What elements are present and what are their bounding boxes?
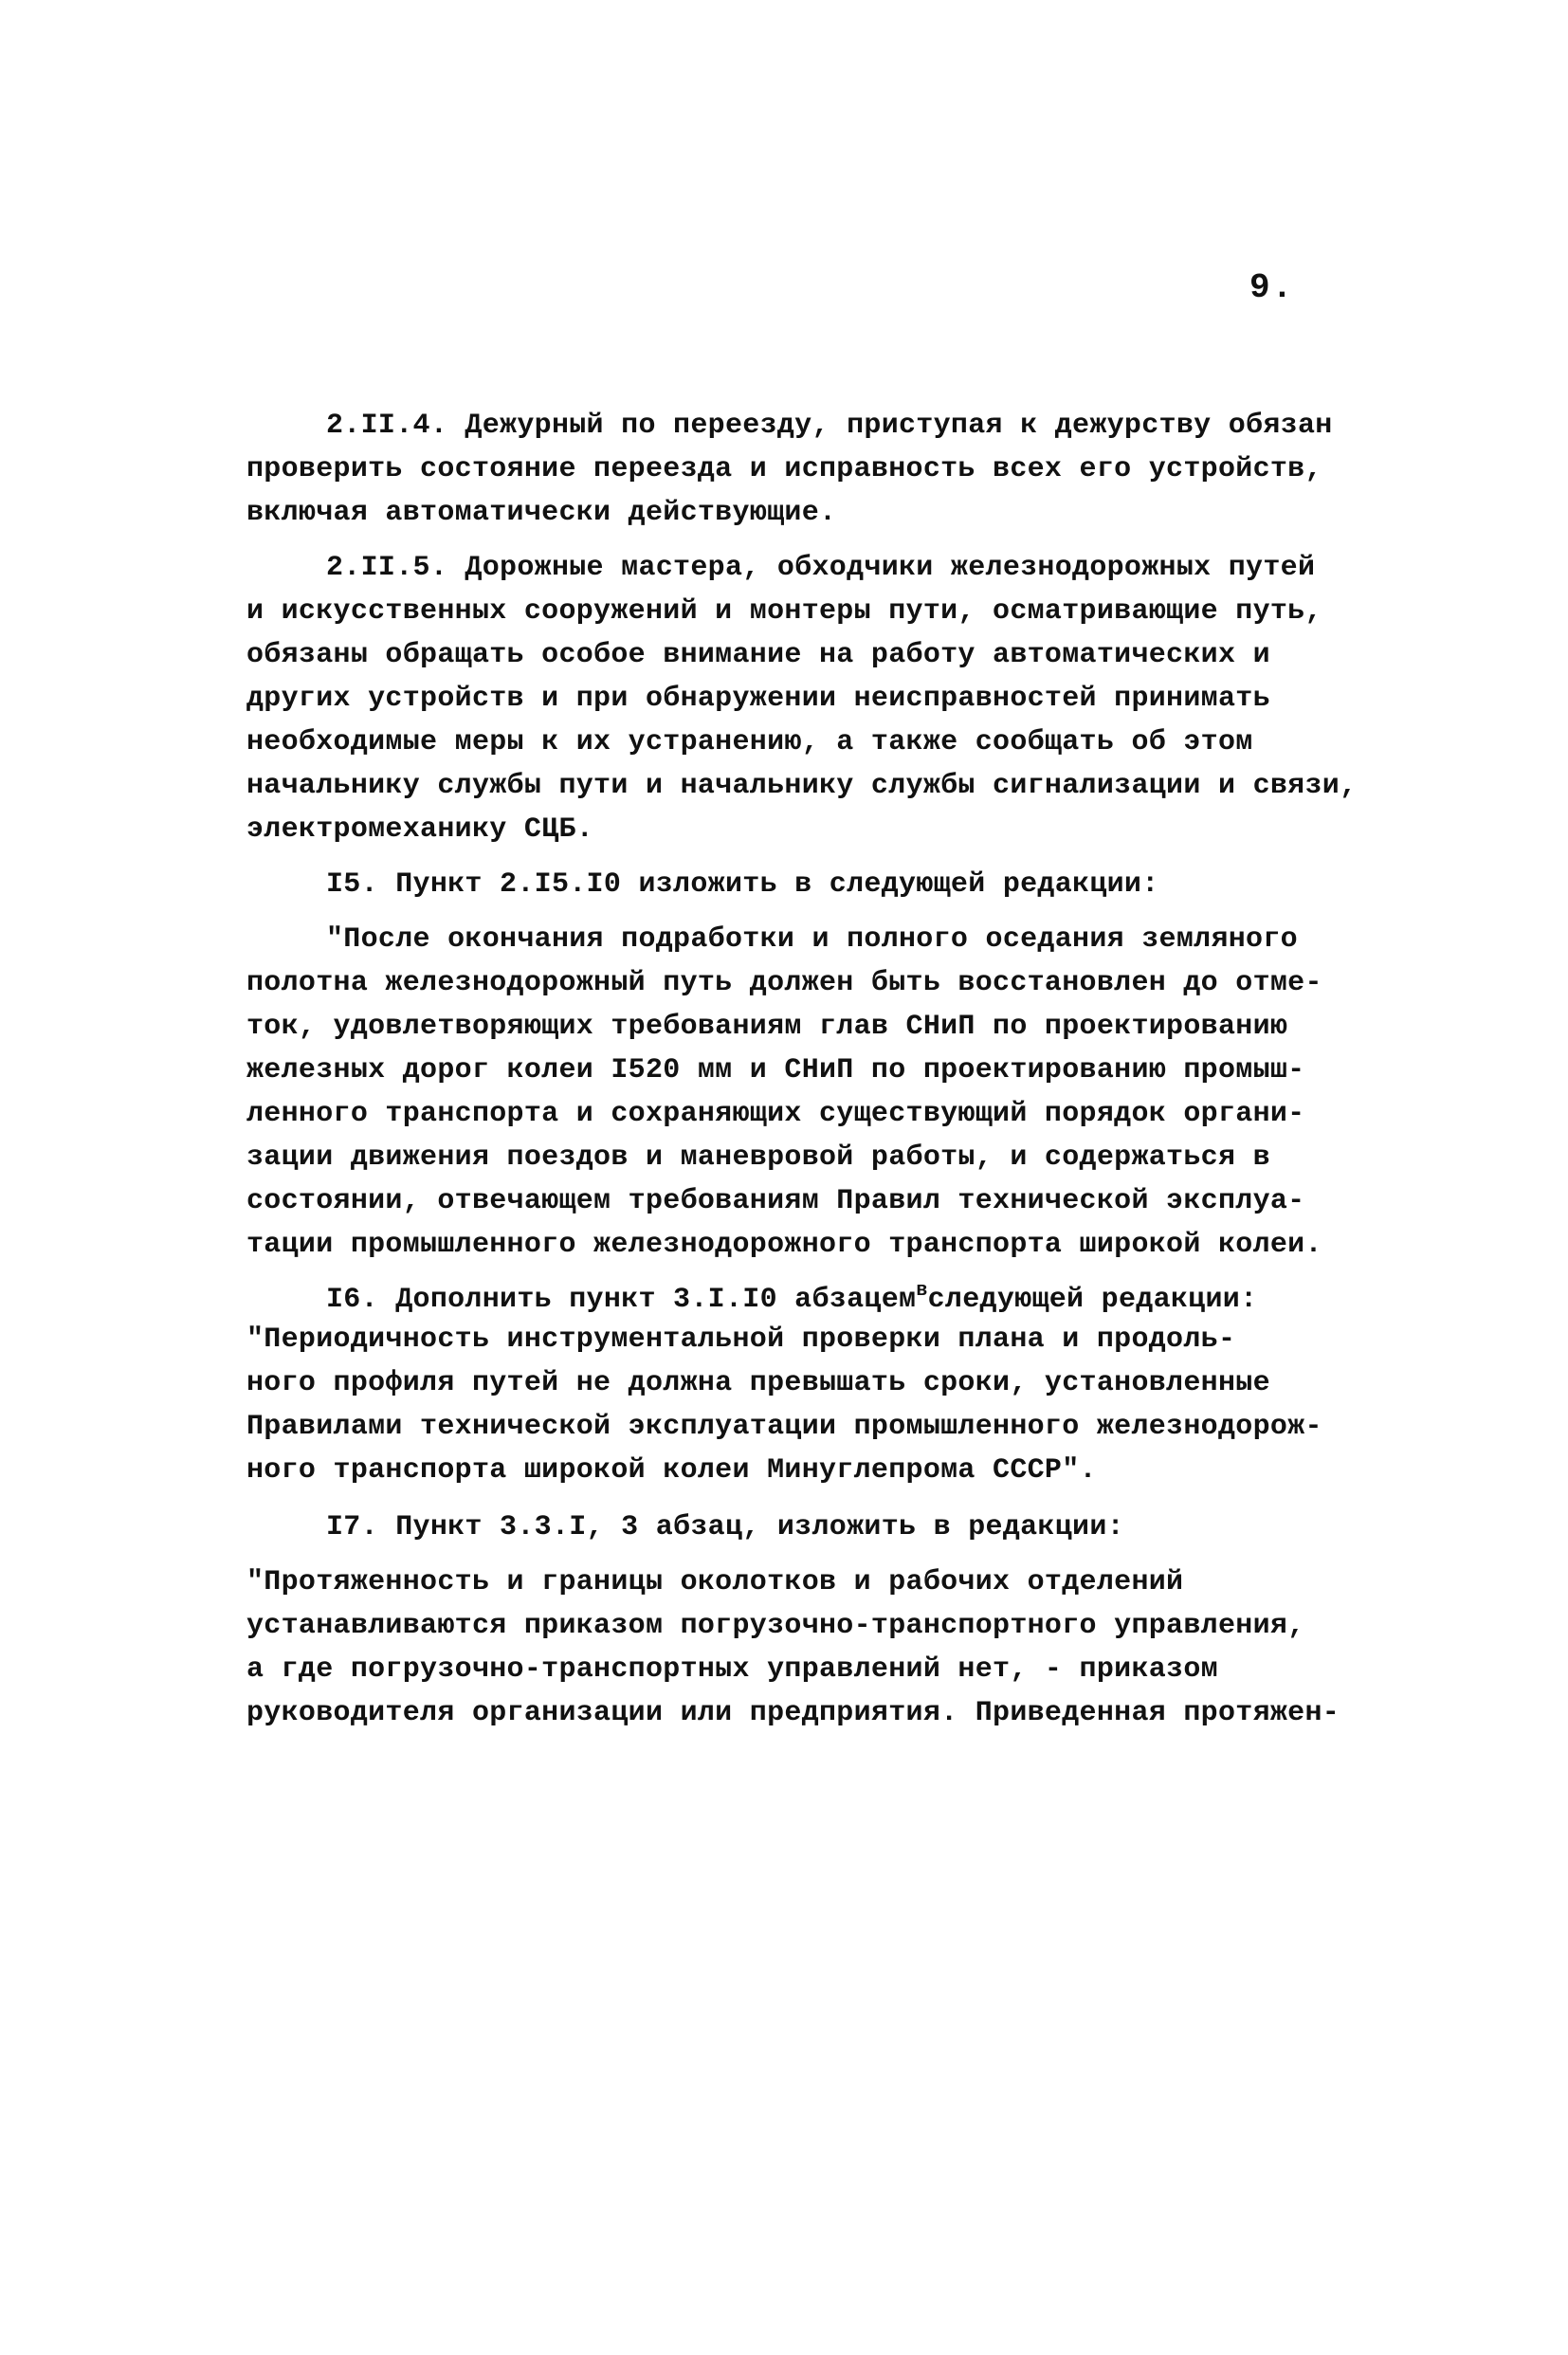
page-number: 9. — [1249, 268, 1295, 307]
text-line: руководителя организации или предприятия. Приведенная протяжен- — [246, 1697, 1340, 1729]
text-fragment: следующей редакции: — [927, 1284, 1258, 1316]
text-line: и искусственных сооружений и монтеры пути, осматривающие путь, — [246, 595, 1322, 628]
text-line: других устройств и при обнаружении неисправностей принимать — [246, 683, 1270, 715]
text-line: а где погрузочно-транспортных управлений нет, - приказом — [246, 1653, 1218, 1686]
text-line: "После окончания подработки и полного оседания земляного — [326, 923, 1298, 956]
text-line: тации промышленного железнодорожного транспорта широкой колеи. — [246, 1229, 1322, 1261]
text-line: начальнику службы пути и начальнику службы сигнализации и связи, — [246, 770, 1358, 802]
text-line: ного профиля путей не должна превышать сроки, установленные — [246, 1367, 1270, 1399]
text-line: "Периодичность инструментальной проверки плана и продоль- — [246, 1324, 1236, 1356]
superscript-insertion: в — [916, 1280, 928, 1302]
text-line: полотна железнодорожный путь должен быть восстановлен до отме- — [246, 967, 1322, 999]
text-line: ного транспорта широкой колеи Минуглепрома СССР". — [246, 1454, 1097, 1487]
text-line: Правилами технической эксплуатации промышленного железнодорож- — [246, 1411, 1322, 1443]
text-line: ток, удовлетворяющих требованиям глав СНиП по проектированию — [246, 1011, 1288, 1043]
text-line: включая автоматически действующие. — [246, 497, 837, 529]
text-line — [326, 1280, 1257, 1316]
text-line: необходимые меры к их устранению, а также сообщать об этом — [246, 726, 1253, 758]
text-line: проверить состояние переезда и исправность всех его устройств, — [246, 453, 1322, 485]
text-line: I5. Пункт 2.I5.I0 изложить в следующей редакции: — [326, 868, 1159, 901]
text-line: 2.II.5. Дорожные мастера, обходчики железнодорожных путей — [326, 552, 1316, 584]
text-line: зации движения поездов и маневровой работы, и содержаться в — [246, 1141, 1270, 1174]
text-line: "Протяженность и границы околотков и рабочих отделений — [246, 1566, 1184, 1598]
text-line: 2.II.4. Дежурный по переезду, приступая к дежурству обязан — [326, 410, 1333, 442]
text-line: электромеханику СЦБ. — [246, 813, 594, 846]
text-line: ленного транспорта и сохраняющих существующий порядок органи- — [246, 1098, 1305, 1130]
text-line: устанавливаются приказом погрузочно-транспортного управления, — [246, 1610, 1305, 1642]
text-line: железных дорог колеи I520 мм и СНиП по проектированию промыш- — [246, 1054, 1305, 1086]
text-line: I7. Пункт 3.3.I, 3 абзац, изложить в редакции: — [326, 1511, 1124, 1543]
text-line: обязаны обращать особое внимание на работу автоматических и — [246, 639, 1270, 671]
text-fragment: I6. Дополнить пункт 3.I.I0 абзацем — [326, 1284, 917, 1316]
text-line: состоянии, отвечающем требованиям Правил технической эксплуа- — [246, 1185, 1305, 1217]
